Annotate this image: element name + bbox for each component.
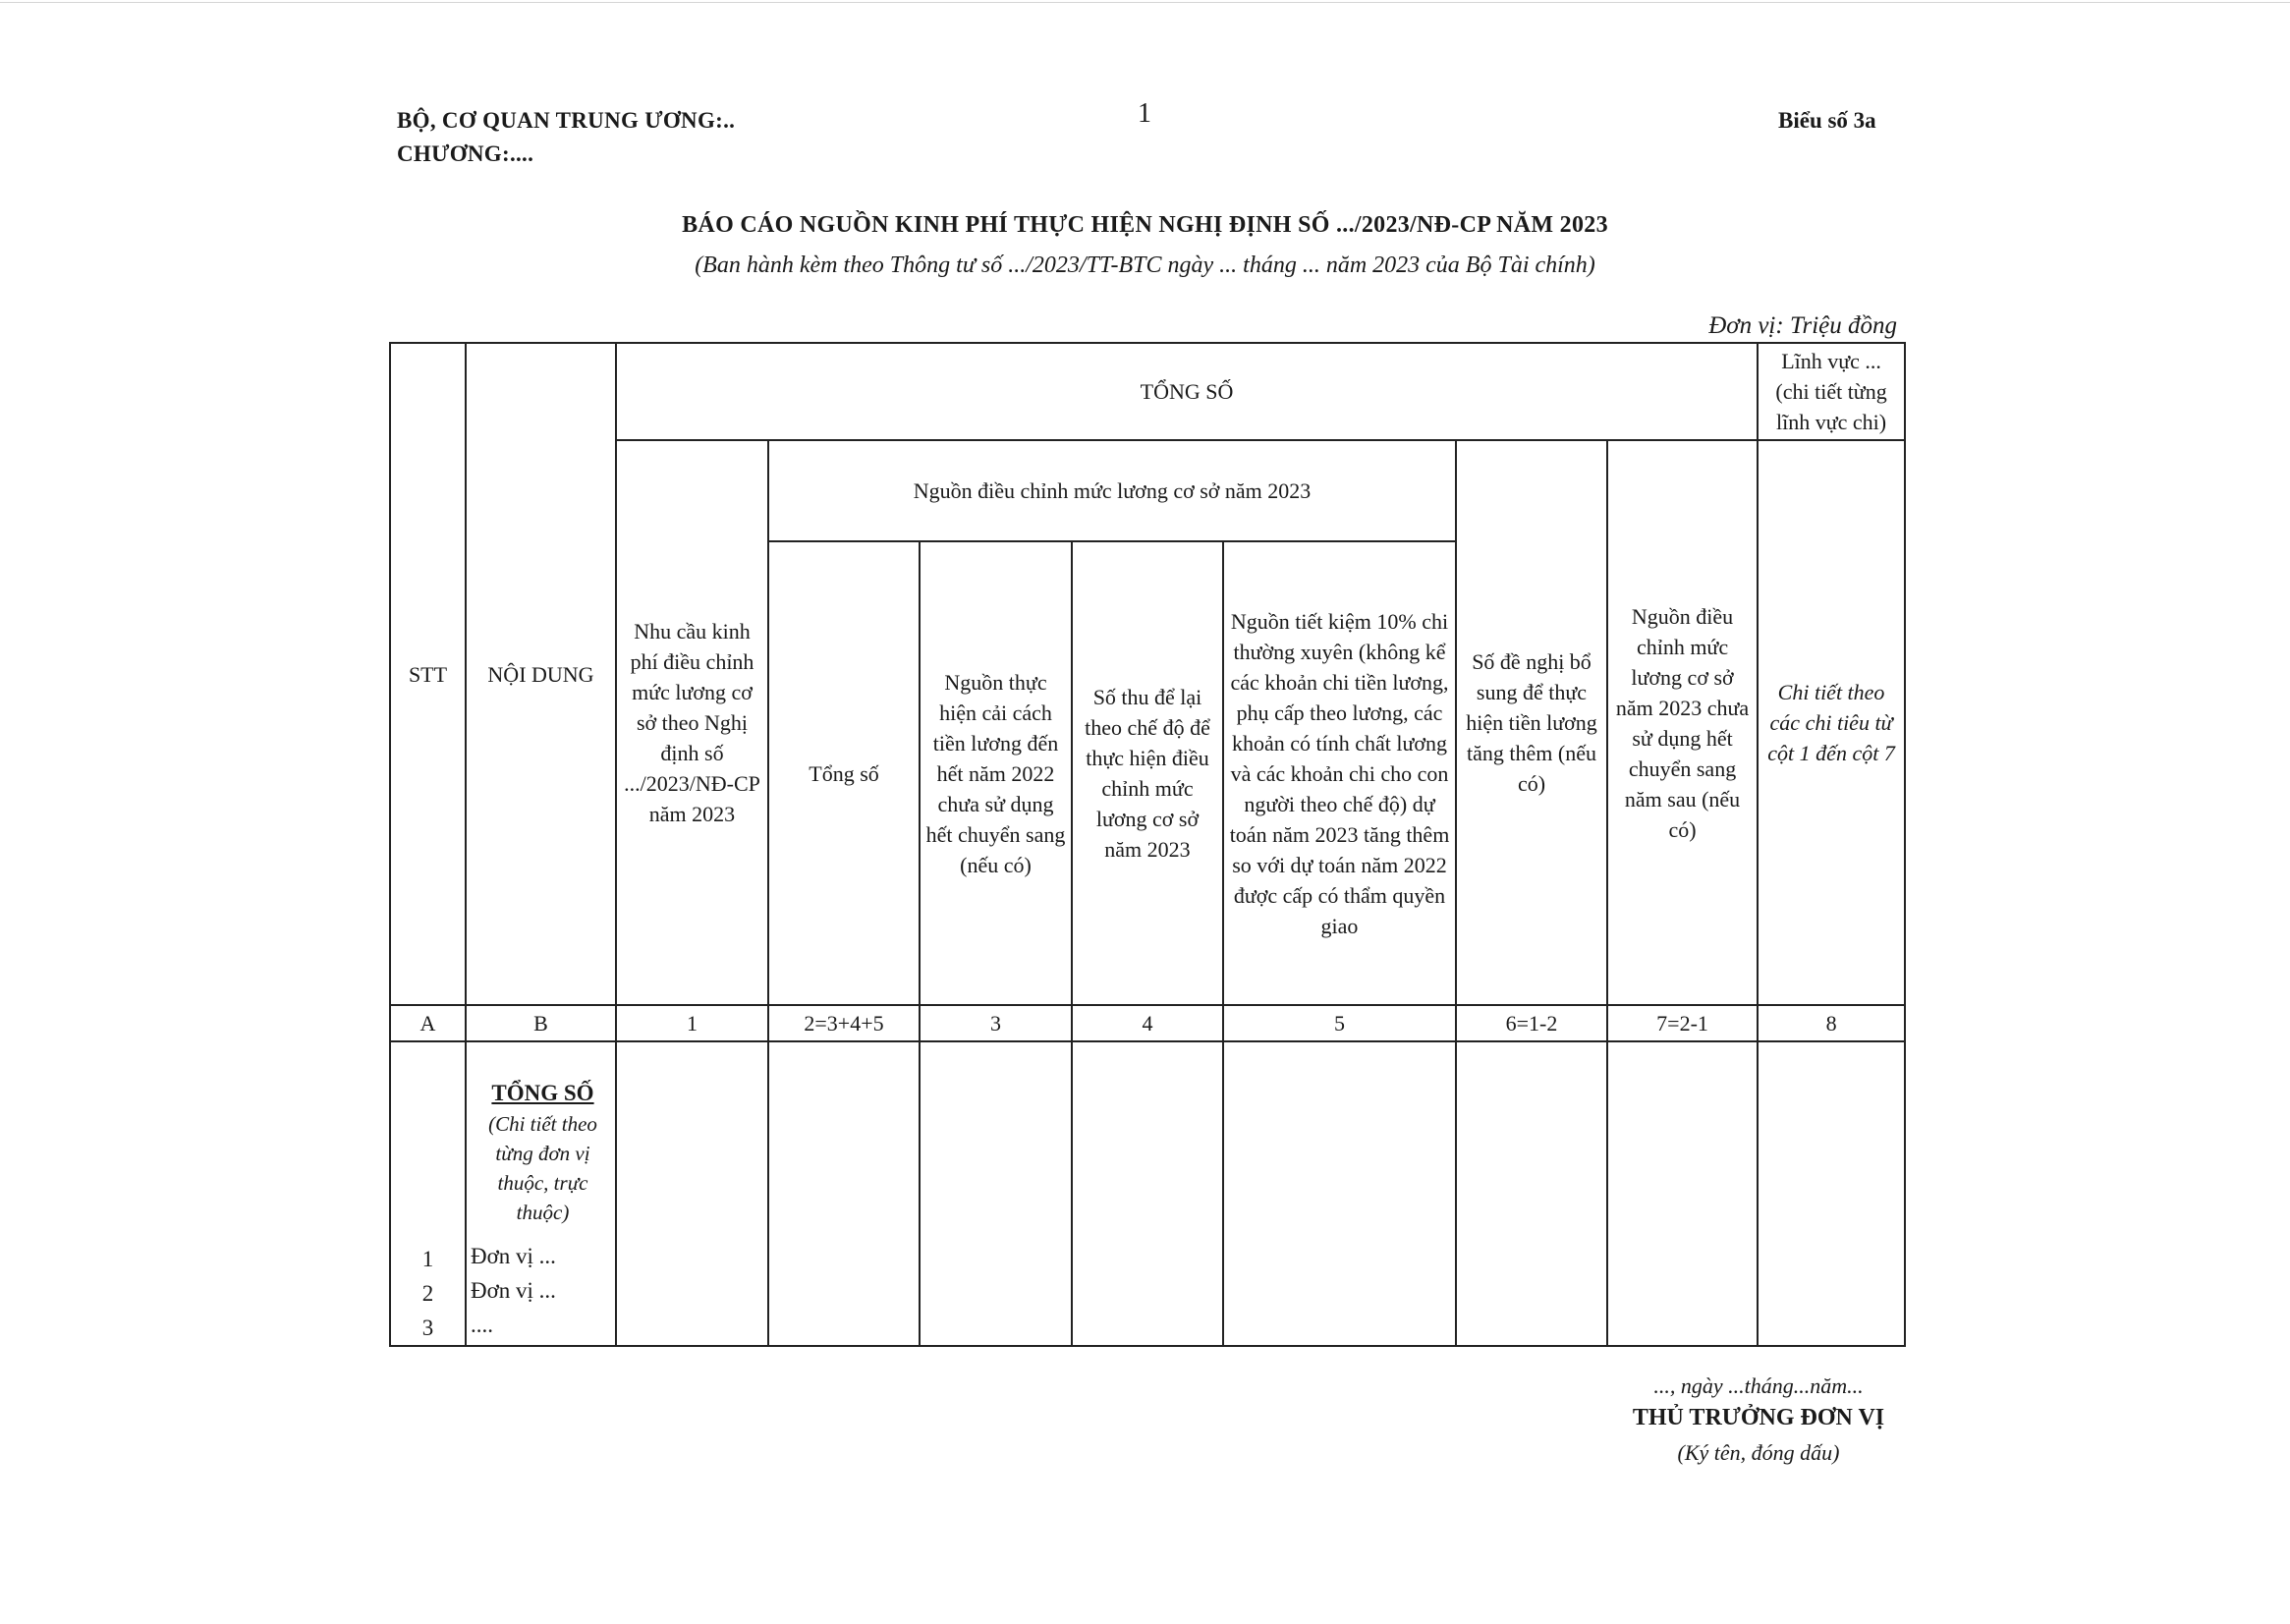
header-col1: Nhu cầu kinh phí điều chỉnh mức lương cơ sở theo Nghị định số .../2023/NĐ-CP năm 2023 bbox=[616, 440, 768, 1005]
header-col5: Nguồn tiết kiệm 10% chi thường xuyên (không kể các khoản chi tiền lương, phụ cấp theo lương, các khoản có tính chất lương và các khoản chi cho con người theo chế độ) dự toán năm 2023 tăng thêm so với dự toán năm 2022 được cấp có thẩm quyền giao bbox=[1223, 541, 1456, 1005]
header-col8: Chi tiết theo các chi tiêu từ cột 1 đến cột 7 bbox=[1758, 440, 1905, 1005]
agency-label: BỘ, CƠ QUAN TRUNG ƯƠNG:.. bbox=[397, 108, 736, 133]
code-b: B bbox=[466, 1005, 616, 1041]
content-column bbox=[466, 1041, 616, 1346]
header-field: Lĩnh vực ... (chi tiết từng lĩnh vực chi) bbox=[1758, 343, 1905, 440]
body-col3[interactable] bbox=[920, 1041, 1072, 1346]
body-col8[interactable] bbox=[1758, 1041, 1905, 1346]
code-a: A bbox=[390, 1005, 466, 1041]
body-col6[interactable] bbox=[1456, 1041, 1607, 1346]
report-title: BÁO CÁO NGUỒN KINH PHÍ THỰC HIỆN NGHỊ ĐỊNH SỐ .../2023/NĐ-CP NĂM 2023 bbox=[682, 212, 1608, 238]
row-stt-1: 1 bbox=[421, 1247, 434, 1271]
signature-title: THỦ TRƯỞNG ĐƠN VỊ bbox=[1632, 1405, 1885, 1430]
row-content-2: Đơn vị ... bbox=[471, 1278, 556, 1303]
data-body-row bbox=[390, 1041, 1905, 1346]
body-col2[interactable] bbox=[768, 1041, 920, 1346]
totals-note: (Chi tiết theo từng đơn vị thuộc, trực thuộc) bbox=[488, 1112, 597, 1224]
chapter-label: CHƯƠNG:.... bbox=[397, 141, 534, 166]
code-1: 1 bbox=[616, 1005, 768, 1041]
code-4: 4 bbox=[1072, 1005, 1223, 1041]
header-col4: Số thu để lại theo chế độ để thực hiện điều chỉnh mức lương cơ sở năm 2023 bbox=[1072, 541, 1223, 1005]
signature-note: (Ký tên, đóng dấu) bbox=[1677, 1440, 1840, 1465]
page-number: 1 bbox=[1138, 98, 1151, 129]
header-adjust-group: Nguồn điều chỉnh mức lương cơ sở năm 2023 bbox=[768, 440, 1456, 541]
body-col1[interactable] bbox=[616, 1041, 768, 1346]
code-2: 2=3+4+5 bbox=[768, 1005, 920, 1041]
form-code: Biểu số 3a bbox=[1778, 108, 1876, 133]
totals-label: TỔNG SỐ bbox=[491, 1081, 594, 1105]
row-content-3: .... bbox=[471, 1313, 493, 1337]
header-stt: STT bbox=[390, 343, 466, 1005]
body-col5[interactable] bbox=[1223, 1041, 1456, 1346]
body-col4[interactable] bbox=[1072, 1041, 1223, 1346]
header-col3: Nguồn thực hiện cải cách tiền lương đến hết năm 2022 chưa sử dụng hết chuyển sang (nếu có) bbox=[920, 541, 1072, 1005]
column-code-row bbox=[390, 1005, 1905, 1041]
stt-column bbox=[390, 1041, 466, 1346]
report-subtitle: (Ban hành kèm theo Thông tư số .../2023/TT-BTC ngày ... tháng ... năm 2023 của Bộ Tài chính) bbox=[695, 252, 1595, 278]
row-stt-2: 2 bbox=[421, 1281, 434, 1306]
row-stt-3: 3 bbox=[421, 1316, 434, 1340]
header-col2: Tổng số bbox=[768, 541, 920, 1005]
code-8: 8 bbox=[1758, 1005, 1905, 1041]
unit-label: Đơn vị: Triệu đồng bbox=[1708, 312, 1897, 339]
header-total: TỔNG SỐ bbox=[616, 343, 1758, 440]
code-5: 5 bbox=[1223, 1005, 1456, 1041]
header-left bbox=[397, 104, 735, 171]
report-table bbox=[389, 342, 1906, 1347]
code-7: 7=2-1 bbox=[1607, 1005, 1758, 1041]
signature-date: ..., ngày ...tháng...năm... bbox=[1653, 1373, 1864, 1398]
code-3: 3 bbox=[920, 1005, 1072, 1041]
code-6: 6=1-2 bbox=[1456, 1005, 1607, 1041]
header-content: NỘI DUNG bbox=[466, 343, 616, 1005]
header-col7: Nguồn điều chỉnh mức lương cơ sở năm 2023 chưa sử dụng hết chuyển sang năm sau (nếu có) bbox=[1607, 440, 1758, 1005]
scan-edge-line bbox=[0, 2, 2290, 3]
body-col7[interactable] bbox=[1607, 1041, 1758, 1346]
row-content-1: Đơn vị ... bbox=[471, 1244, 556, 1268]
header-col6: Số đề nghị bổ sung để thực hiện tiền lương tăng thêm (nếu có) bbox=[1456, 440, 1607, 1005]
